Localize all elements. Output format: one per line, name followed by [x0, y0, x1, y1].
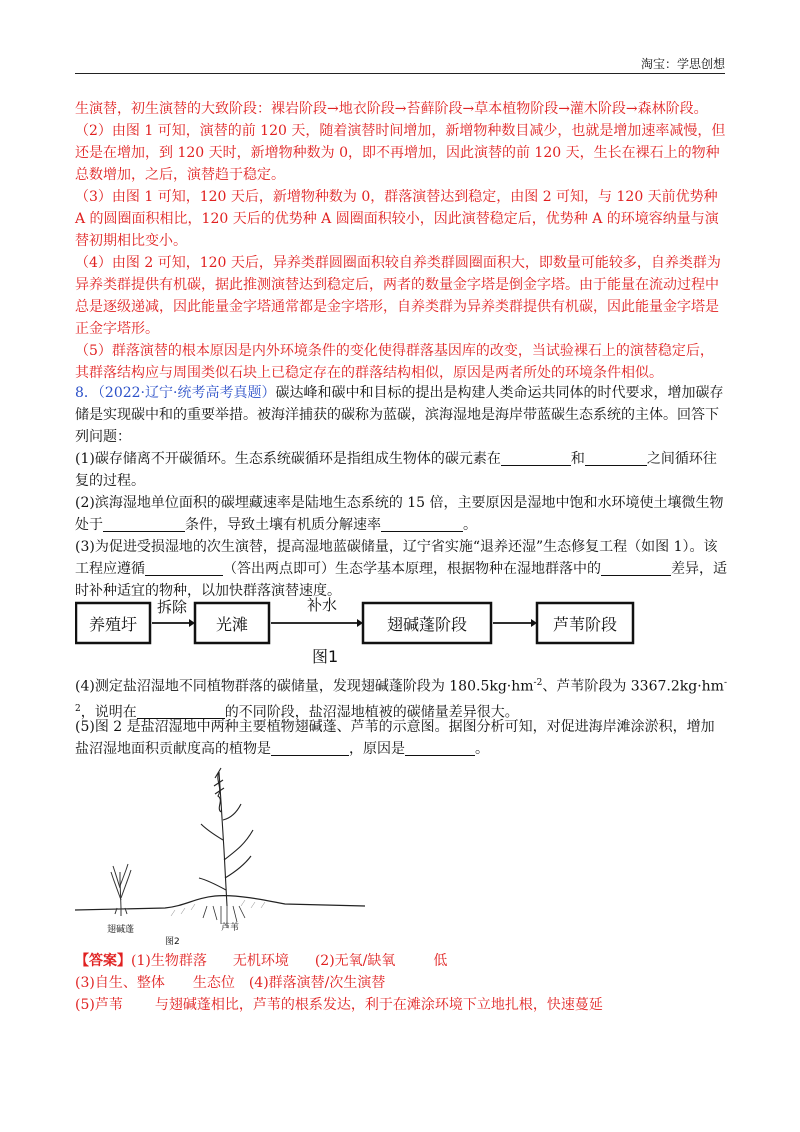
question-8-part5 [75, 716, 727, 760]
answer-blank[interactable] [103, 516, 185, 532]
answer-blank[interactable] [501, 450, 571, 466]
flow-arrow-label-1: 拆除 [157, 598, 188, 616]
analysis-p5: （5）群落演替的根本原因是内外环境条件的变化使得群落基因库的改变，当试验裸石上的演替稳定后，其群落结构应与周围类似石块上已稳定存在的群落结构相似，原因是两者所处的环境条件相似。 [75, 343, 714, 381]
answer-blank[interactable] [585, 450, 647, 466]
q2-text-a: (2)滨海湿地单位面积的碳埋藏速率是陆地生态系统的 15 倍，主要原因是湿地中饱和水环境使土壤微生物处于 [75, 495, 724, 533]
answer-line-3 [75, 994, 727, 1016]
flow-box-3: 翅碱蓬阶段 [386, 615, 467, 634]
answer-3b: 生态位 [192, 975, 235, 991]
q4-text-a: (4)测定盐沼湿地不同植物群落的碳储量，发现翅碱蓬阶段为 180.5kg·hm [75, 678, 534, 695]
analysis-p4: （4）由图 2 可知，120 天后，异养类群圆圈面积较自养类群圆圈面积大，即数量可能较多，自养类群为异养类群提供有机碳，据此推测演替达到稳定后，两者的数量金字塔是倒金字塔。由于能量在流动过程中总是逐级递减，因此能量金字塔通常都是金字塔形，自养类群为异养类群提供有机碳，因此能量金字塔是正金字塔形。 [75, 255, 721, 337]
answer-blank[interactable] [271, 740, 349, 756]
flow-arrow-label-2: 补水 [307, 596, 338, 614]
answer-line-1 [75, 950, 727, 972]
analysis-p2: （2）由图 1 可知，演替的前 120 天，随着演替时间增加，新增物种数目减少，也就是增加速率减慢，但还是在增加，到 120 天时，新增物种数为 0，即不再增加，因此演替的前 120 天，生长在裸石上的物种总数增加，之后，演替趋于稳定。 [75, 123, 726, 183]
flow-box-1: 养殖圩 [88, 615, 137, 634]
q2-text-b: 条件，导致土壤有机质分解速率 [185, 517, 381, 533]
q2-text-c: 。 [463, 517, 477, 533]
answer-2b: 低 [433, 953, 448, 969]
question-8-part2 [75, 492, 727, 536]
flow-box-2: 光滩 [215, 615, 248, 634]
flow-box-4: 芦苇阶段 [552, 615, 617, 634]
plants-illustration [75, 760, 365, 945]
answer-tag: 【答案】 [75, 953, 131, 969]
q4-sup-2: -2 [75, 678, 727, 714]
q5-text-a: (5)图 2 是盐沼湿地中两种主要植物翅碱蓬、芦苇的示意图。据图分析可知，对促进海岸滩涂淤积，增加盐沼湿地面积贡献度高的植物是 [75, 719, 715, 757]
analysis-line1: 生演替，初生演替的大致阶段：裸岩阶段→地衣阶段→苔藓阶段→草本植物阶段→灌木阶段→森林阶段。 [75, 101, 708, 117]
answer-5a: (5)芦苇 [75, 997, 123, 1013]
question-number: 8． [75, 385, 98, 401]
answer-line-2 [75, 972, 727, 994]
figure-1-caption: 图1 [312, 647, 339, 666]
q3-text-b: （答出两点即可）生态学基本原理，根据物种在湿地群落中的 [223, 561, 601, 577]
page-header [75, 55, 725, 74]
analysis-p3: （3）由图 1 可知，120 天后，新增物种数为 0，群落演替达到稳定，由图 2 可知，与 120 天前优势种 A 的圆圈面积相比，120 天后的优势种 A 圆圈面积较小，因此演替稳定后，优势种 A 的环境容纳量与演替初期相比变小。 [75, 189, 719, 249]
answer-5b: 与翅碱蓬相比，芦苇的根系发达，利于在滩涂环境下立地扎根，快速蔓延 [154, 997, 603, 1013]
answer-blank[interactable] [405, 740, 475, 756]
header-text: 淘宝：学思创想 [640, 57, 725, 71]
answer-section [75, 950, 727, 1016]
answer-blank[interactable] [381, 516, 463, 532]
q4-sup-1: -2 [533, 678, 543, 688]
question-8-part3 [75, 536, 727, 602]
q4-text-d: 的不同阶段，盐沼湿地植被的碳储量差异很大。 [224, 704, 519, 721]
q1-text-c: 之间循环往复的过程。 [75, 451, 717, 489]
q5-text-c: 。 [475, 741, 489, 757]
question-8-part1 [75, 448, 727, 492]
q3-text-a: (3)为促进受损湿地的次生演替，提高湿地蓝碳储量，辽宁省实施“退养还湿”生态修复工程（如图 1）。该工程应遵循 [75, 539, 718, 577]
q3-text-c: 差异，适时补种适宜的物种，以加快群落演替速度。 [75, 561, 727, 599]
q1-text-a: (1)碳存储离不开碳循环。生态系统碳循环是指组成生物体的碳元素在 [75, 451, 501, 467]
answer-1a: (1)生物群落 [131, 953, 207, 969]
q5-text-b: ，原因是 [349, 741, 405, 757]
q4-text-b: 、芦苇阶段为 3367.2kg·hm [542, 678, 724, 695]
question-source: （2022·辽宁·统考高考真题） [97, 385, 276, 401]
question-intro-text: 碳达峰和碳中和目标的提出是构建人类命运共同体的时代要求，增加碳存储是实现碳中和的重要举措。被海洋捕获的碳称为蓝碳，滨海湿地是海岸带蓝碳生态系统的主体。回答下列问题： [75, 385, 724, 445]
plant-label-left: 翅碱蓬 [107, 925, 135, 935]
answer-blank[interactable] [145, 560, 223, 576]
answer-1b: 无机环境 [232, 953, 289, 969]
figure-2-caption: 图2 [165, 937, 180, 947]
answer-2a: (2)无氧/缺氧 [314, 953, 396, 969]
q1-text-b: 和 [570, 451, 585, 467]
plant-label-right: 芦苇 [221, 923, 240, 933]
figure-2-plants [75, 760, 365, 945]
figure-1-flowchart [75, 598, 635, 668]
question-8-intro [75, 382, 727, 448]
answer-blank[interactable] [601, 560, 671, 576]
q4-text-c: ，说明在 [80, 704, 137, 721]
answer-4: (4)群落演替/次生演替 [248, 975, 386, 991]
answer-3a: (3)自生、整体 [75, 975, 165, 991]
